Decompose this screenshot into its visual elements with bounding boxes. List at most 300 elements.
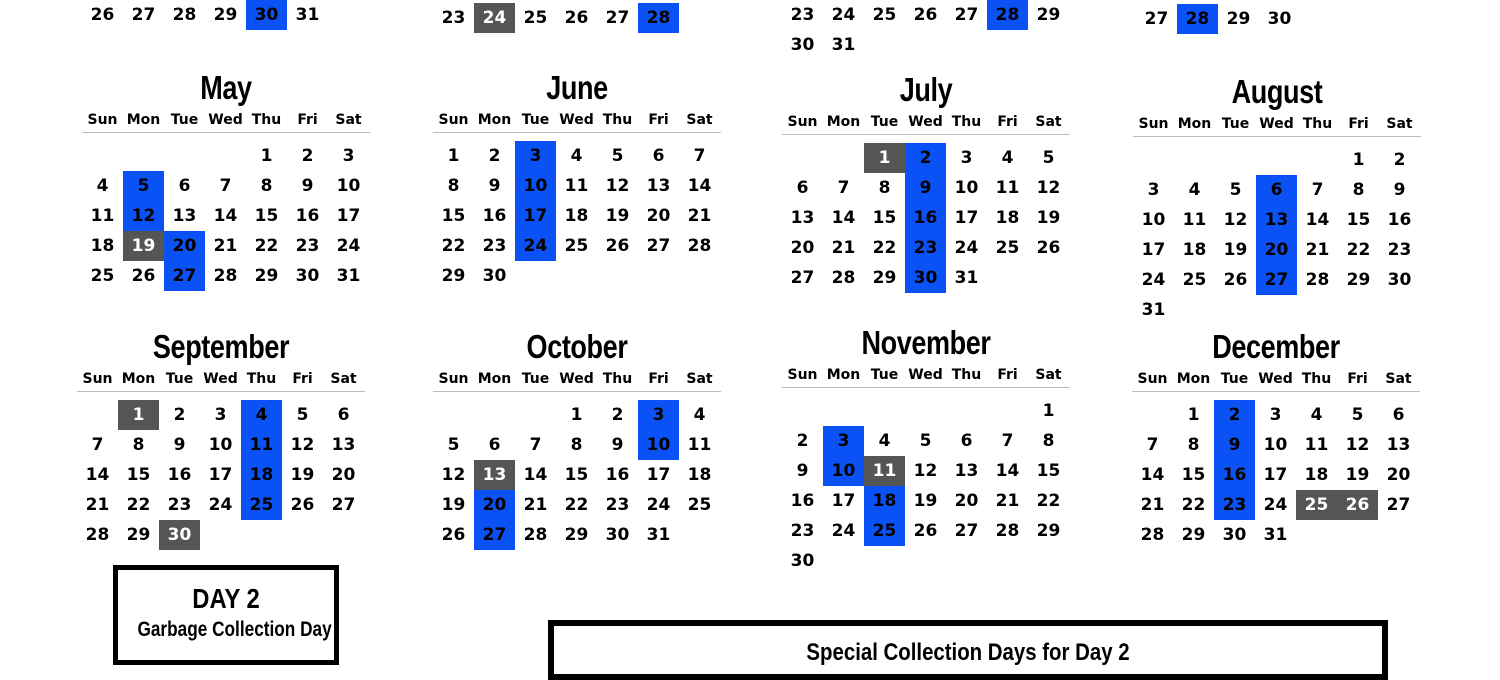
day-cell: 29: [254, 266, 279, 286]
weekday-label: Sun: [1137, 371, 1168, 387]
day-cell: 20: [164, 231, 205, 261]
previous-months-strip: [0, 0, 1500, 60]
legend-subtitle: Garbage Collection Day: [137, 618, 332, 641]
day-cell: 8: [1187, 435, 1200, 455]
weekday-label: Tue: [1221, 116, 1250, 132]
day-cell: 2: [796, 431, 809, 451]
day-cell: 26: [1036, 238, 1061, 258]
weekday-label: Sun: [82, 371, 113, 387]
weekday-label: Sat: [335, 112, 362, 128]
day-cell: 14: [85, 465, 110, 485]
day-cell: 28: [831, 268, 856, 288]
day-cell: 13: [172, 206, 197, 226]
day-cell: 5: [611, 146, 624, 166]
day-cell: 5: [919, 431, 932, 451]
weekday-header: [82, 108, 370, 133]
day-cell: 6: [960, 431, 973, 451]
day-cell: 29: [441, 266, 466, 286]
day-cell: 9: [905, 173, 946, 203]
day-cell: 21: [85, 495, 110, 515]
day-cell: 19: [1036, 208, 1061, 228]
day-cell: 26: [290, 495, 315, 515]
day-cell: 17: [954, 208, 979, 228]
day-cell: 28: [172, 5, 197, 25]
day-cell: 17: [336, 206, 361, 226]
day-cell: 26: [1223, 270, 1248, 290]
day-cell: 1: [1187, 405, 1200, 425]
day-cell: 17: [1141, 240, 1166, 260]
weekday-label: Fri: [648, 371, 669, 387]
day-cell: 25: [1182, 270, 1207, 290]
day-cell: 11: [864, 456, 905, 486]
day-cell: 6: [1392, 405, 1405, 425]
day-cell: 21: [687, 206, 712, 226]
day-cell: 4: [1001, 148, 1014, 168]
weekday-label: Mon: [1177, 116, 1212, 132]
day-cell: 7: [1311, 180, 1324, 200]
day-cell: 29: [1036, 521, 1061, 541]
day-cell: 1: [1042, 401, 1055, 421]
day-cell: 20: [954, 491, 979, 511]
day-cell: 30: [159, 520, 200, 550]
day-cell: 25: [1296, 490, 1337, 520]
day-cell: 19: [1345, 465, 1370, 485]
day-cell: 6: [796, 178, 809, 198]
day-cell: 19: [441, 495, 466, 515]
day-cell: 27: [954, 5, 979, 25]
day-cell: 1: [118, 400, 159, 430]
day-cell: 30: [482, 266, 507, 286]
day-cell: 23: [1214, 490, 1255, 520]
day-cell: 3: [214, 405, 227, 425]
day-cell: 7: [529, 435, 542, 455]
day-cell: 16: [905, 203, 946, 233]
day-cell: 29: [1036, 5, 1061, 25]
day-cell: 27: [790, 268, 815, 288]
month-title: October: [526, 328, 628, 365]
day-cell: 5: [1229, 180, 1242, 200]
day-cell: 23: [1387, 240, 1412, 260]
day-cell: 26: [605, 236, 630, 256]
day-cell: 17: [831, 491, 856, 511]
day-cell: 25: [687, 495, 712, 515]
day-cell: 25: [90, 266, 115, 286]
day-cell: 30: [295, 266, 320, 286]
day-cell: 30: [790, 35, 815, 55]
day-cell: 31: [1141, 300, 1166, 320]
day-cell: 28: [1177, 4, 1218, 34]
day-cell: 4: [570, 146, 583, 166]
weekday-label: Fri: [292, 371, 313, 387]
day-cell: 22: [1181, 495, 1206, 515]
day-cell: 2: [1214, 400, 1255, 430]
month-may: [82, 68, 370, 286]
day-cell: 3: [1147, 180, 1160, 200]
day-cell: 18: [1182, 240, 1207, 260]
day-cell: 15: [1181, 465, 1206, 485]
weekday-label: Tue: [165, 371, 194, 387]
weekday-label: Thu: [602, 112, 633, 128]
day-cell: 26: [131, 266, 156, 286]
weekday-label: Fri: [648, 112, 669, 128]
day-cell: 30: [605, 525, 630, 545]
day-cell: 28: [687, 236, 712, 256]
day-cell: 27: [646, 236, 671, 256]
day-cell: 26: [1337, 490, 1378, 520]
day-cell: 29: [872, 268, 897, 288]
day-cell: 21: [213, 236, 238, 256]
day-cell: 10: [1263, 435, 1288, 455]
day-cell: 13: [1386, 435, 1411, 455]
day-cell: 18: [687, 465, 712, 485]
day-cell: 8: [260, 176, 273, 196]
weekday-label: Thu: [1301, 371, 1332, 387]
day-cell: 24: [954, 238, 979, 258]
day-cell: 12: [1223, 210, 1248, 230]
day-cell: 14: [523, 465, 548, 485]
day-cell: 9: [301, 176, 314, 196]
day-cell: 22: [441, 236, 466, 256]
day-cell: 7: [1146, 435, 1159, 455]
day-cell: 30: [1267, 9, 1292, 29]
day-cell: 18: [1304, 465, 1329, 485]
day-cell: 22: [1346, 240, 1371, 260]
day-cell: 1: [864, 143, 905, 173]
weekday-label: Tue: [870, 367, 899, 383]
day-cell: 2: [1393, 150, 1406, 170]
day-cell: 16: [790, 491, 815, 511]
day-cell: 25: [241, 490, 282, 520]
month-title: December: [1212, 328, 1340, 365]
day-cell: 24: [474, 3, 515, 33]
day-cell: 10: [515, 171, 556, 201]
day-cell: 12: [605, 176, 630, 196]
day-cell: 30: [905, 263, 946, 293]
day-cell: 6: [652, 146, 665, 166]
day-cell: 3: [638, 400, 679, 430]
month-october: [433, 327, 721, 545]
day-cell: 3: [342, 146, 355, 166]
day-cell: 12: [290, 435, 315, 455]
weekday-label: Thu: [951, 114, 982, 130]
weekday-label: Mon: [477, 112, 512, 128]
day-cell: 26: [913, 5, 938, 25]
weekday-label: Wed: [208, 112, 243, 128]
day-cell: 22: [872, 238, 897, 258]
day-cell: 31: [954, 268, 979, 288]
weekday-label: Sun: [438, 112, 469, 128]
weekday-header: [1132, 367, 1420, 392]
day-cell: 17: [646, 465, 671, 485]
day-cell: 23: [790, 521, 815, 541]
day-cell: 21: [831, 238, 856, 258]
weekday-label: Fri: [1347, 371, 1368, 387]
day-cell: 28: [1140, 525, 1165, 545]
day-cell: 16: [1214, 460, 1255, 490]
day-cell: 20: [331, 465, 356, 485]
weekday-label: Mon: [126, 112, 161, 128]
day-cell: 18: [90, 236, 115, 256]
weekday-label: Thu: [246, 371, 277, 387]
day-cell: 18: [864, 486, 905, 516]
day-cell: 23: [905, 233, 946, 263]
weekday-label: Thu: [951, 367, 982, 383]
weekday-label: Fri: [997, 114, 1018, 130]
day-cell: 24: [1141, 270, 1166, 290]
day-cell: 24: [208, 495, 233, 515]
day-cell: 9: [611, 435, 624, 455]
weekday-label: Wed: [1258, 371, 1293, 387]
day-cell: 2: [173, 405, 186, 425]
day-cell: 1: [260, 146, 273, 166]
day-cell: 30: [790, 551, 815, 571]
weekday-label: Tue: [521, 371, 550, 387]
day-cell: 4: [1188, 180, 1201, 200]
day-cell: 4: [878, 431, 891, 451]
day-cell: 19: [290, 465, 315, 485]
weekday-label: Wed: [908, 114, 943, 130]
day-cell: 4: [96, 176, 109, 196]
day-cell: 20: [1256, 235, 1297, 265]
day-cell: 18: [995, 208, 1020, 228]
day-cell: 18: [564, 206, 589, 226]
day-cell: 4: [693, 405, 706, 425]
day-cell: 6: [178, 176, 191, 196]
day-cell: 15: [872, 208, 897, 228]
day-cell: 10: [638, 430, 679, 460]
day-cell: 19: [605, 206, 630, 226]
month-july: [782, 70, 1070, 288]
month-title: July: [899, 71, 953, 108]
weekday-label: Sun: [787, 114, 818, 130]
day-cell: 23: [482, 236, 507, 256]
day-cell: 11: [687, 435, 712, 455]
day-cell: 27: [164, 261, 205, 291]
day-cell: 11: [995, 178, 1020, 198]
day-cell: 28: [85, 525, 110, 545]
day-cell: 17: [1263, 465, 1288, 485]
weekday-label: Tue: [521, 112, 550, 128]
day-cell: 23: [441, 8, 466, 28]
month-november: [782, 323, 1070, 571]
weekday-label: Thu: [251, 112, 282, 128]
day-cell: 22: [126, 495, 151, 515]
weekday-label: Tue: [1220, 371, 1249, 387]
day-cell: 10: [823, 456, 864, 486]
day-cell: 23: [605, 495, 630, 515]
day-cell: 22: [564, 495, 589, 515]
day-cell: 15: [1036, 461, 1061, 481]
day-cell: 12: [1345, 435, 1370, 455]
day-cell: 15: [254, 206, 279, 226]
day-cell: 7: [693, 146, 706, 166]
month-title: May: [200, 69, 252, 106]
day-cell: 25: [995, 238, 1020, 258]
day-cell: 1: [1352, 150, 1365, 170]
day-cell: 20: [474, 490, 515, 520]
day-cell: 22: [254, 236, 279, 256]
weekday-label: Fri: [297, 112, 318, 128]
day-cell: 31: [831, 35, 856, 55]
day-cell: 2: [905, 143, 946, 173]
day-cell: 12: [123, 201, 164, 231]
day-cell: 1: [570, 405, 583, 425]
weekday-label: Mon: [477, 371, 512, 387]
day-cell: 3: [515, 141, 556, 171]
weekday-label: Sat: [1035, 114, 1062, 130]
weekday-label: Wed: [908, 367, 943, 383]
day-cell: 9: [173, 435, 186, 455]
day-cell: 31: [295, 5, 320, 25]
weekday-label: Wed: [559, 112, 594, 128]
day-cell: 13: [954, 461, 979, 481]
day-cell: 20: [790, 238, 815, 258]
day-cell: 12: [913, 461, 938, 481]
day-cell: 8: [1352, 180, 1365, 200]
month-june: [433, 68, 721, 286]
day-cell: 26: [564, 8, 589, 28]
day-cell: 22: [1036, 491, 1061, 511]
day-cell: 28: [638, 3, 679, 33]
day-cell: 26: [90, 5, 115, 25]
month-september: [77, 327, 365, 545]
day-cell: 5: [447, 435, 460, 455]
weekday-label: Wed: [1259, 116, 1294, 132]
weekday-header: [433, 367, 721, 392]
weekday-label: Mon: [826, 114, 861, 130]
weekday-label: Mon: [121, 371, 156, 387]
day-cell: 7: [1001, 431, 1014, 451]
day-cell: 25: [864, 516, 905, 546]
day-cell: 30: [1222, 525, 1247, 545]
day-cell: 5: [123, 171, 164, 201]
day-cell: 3: [823, 426, 864, 456]
month-title: November: [861, 324, 991, 361]
day-cell: 9: [1393, 180, 1406, 200]
day-cell: 5: [1042, 148, 1055, 168]
day-cell: 2: [301, 146, 314, 166]
day-cell: 13: [1256, 205, 1297, 235]
day-cell: 16: [1387, 210, 1412, 230]
day-cell: 12: [1036, 178, 1061, 198]
day-cell: 27: [331, 495, 356, 515]
day-cell: 11: [564, 176, 589, 196]
day-cell: 27: [605, 8, 630, 28]
day-cell: 24: [336, 236, 361, 256]
weekday-header: [433, 108, 721, 133]
day-cell: 13: [331, 435, 356, 455]
weekday-label: Mon: [1176, 371, 1211, 387]
day-cell: 25: [564, 236, 589, 256]
day-cell: 24: [515, 231, 556, 261]
weekday-header: [782, 363, 1070, 388]
day-cell: 11: [90, 206, 115, 226]
weekday-label: Sun: [1138, 116, 1169, 132]
day-cell: 17: [515, 201, 556, 231]
day-cell: 5: [296, 405, 309, 425]
day-cell: 7: [91, 435, 104, 455]
day-cell: 29: [1181, 525, 1206, 545]
day-cell: 16: [167, 465, 192, 485]
month-title: June: [546, 69, 608, 106]
day-cell: 14: [831, 208, 856, 228]
weekday-label: Sat: [330, 371, 357, 387]
month-title: September: [152, 328, 290, 365]
day-cell: 6: [337, 405, 350, 425]
day-cell: 27: [954, 521, 979, 541]
day-cell: 15: [441, 206, 466, 226]
weekday-label: Sat: [1385, 371, 1412, 387]
day-cell: 8: [132, 435, 145, 455]
weekday-header: [782, 110, 1070, 135]
day-cell: 13: [646, 176, 671, 196]
day-cell: 27: [474, 520, 515, 550]
day-cell: 27: [1256, 265, 1297, 295]
day-cell: 13: [790, 208, 815, 228]
day-cell: 14: [1305, 210, 1330, 230]
day-cell: 11: [241, 430, 282, 460]
day-cell: 15: [564, 465, 589, 485]
day-cell: 29: [1346, 270, 1371, 290]
day-cell: 16: [605, 465, 630, 485]
weekday-label: Tue: [870, 114, 899, 130]
day-cell: 10: [208, 435, 233, 455]
legend-box: [113, 565, 339, 665]
day-cell: 7: [219, 176, 232, 196]
special-collection-box: [548, 620, 1388, 680]
day-cell: 9: [1214, 430, 1255, 460]
day-cell: 26: [913, 521, 938, 541]
day-cell: 6: [1256, 175, 1297, 205]
day-cell: 29: [1226, 9, 1251, 29]
day-cell: 28: [523, 525, 548, 545]
day-cell: 25: [523, 8, 548, 28]
day-cell: 23: [295, 236, 320, 256]
day-cell: 31: [1263, 525, 1288, 545]
day-cell: 24: [831, 521, 856, 541]
day-cell: 27: [1144, 9, 1169, 29]
day-cell: 21: [523, 495, 548, 515]
day-cell: 25: [872, 5, 897, 25]
day-cell: 20: [1386, 465, 1411, 485]
day-cell: 8: [570, 435, 583, 455]
day-cell: 24: [1263, 495, 1288, 515]
day-cell: 9: [796, 461, 809, 481]
day-cell: 28: [987, 0, 1028, 30]
day-cell: 11: [1304, 435, 1329, 455]
day-cell: 12: [441, 465, 466, 485]
day-cell: 30: [1387, 270, 1412, 290]
weekday-label: Thu: [602, 371, 633, 387]
day-cell: 10: [336, 176, 361, 196]
day-cell: 20: [646, 206, 671, 226]
special-collection-title: Special Collection Days for Day 2: [806, 639, 1130, 666]
day-cell: 21: [995, 491, 1020, 511]
weekday-label: Wed: [203, 371, 238, 387]
day-cell: 16: [482, 206, 507, 226]
weekday-label: Sat: [1035, 367, 1062, 383]
weekday-label: Wed: [559, 371, 594, 387]
weekday-label: Sat: [686, 112, 713, 128]
day-cell: 24: [831, 5, 856, 25]
day-cell: 31: [646, 525, 671, 545]
day-cell: 3: [1269, 405, 1282, 425]
month-title: August: [1231, 73, 1323, 110]
day-cell: 14: [687, 176, 712, 196]
day-cell: 8: [878, 178, 891, 198]
day-cell: 29: [213, 5, 238, 25]
legend-title: DAY 2: [192, 583, 260, 614]
